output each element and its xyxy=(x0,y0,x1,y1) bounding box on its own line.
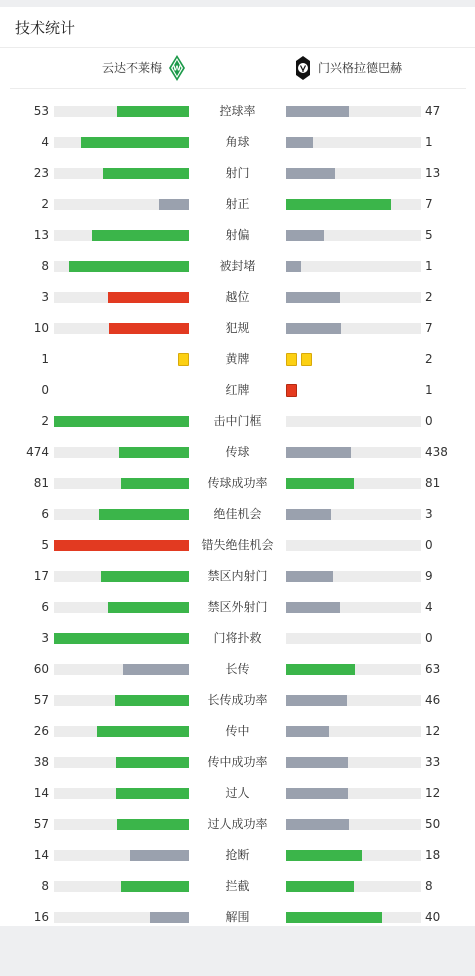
home-bar-fill xyxy=(54,540,189,551)
home-bar-track xyxy=(54,602,189,613)
away-value: 1 xyxy=(425,383,433,397)
home-bar-track xyxy=(54,633,189,644)
home-bar-fill xyxy=(54,416,189,427)
stat-label: 禁区内射门 xyxy=(207,569,268,583)
stat-label: 抢断 xyxy=(225,848,250,862)
home-bar-fill xyxy=(150,912,189,923)
stat-row xyxy=(0,747,475,778)
home-bar-track xyxy=(54,912,189,923)
away-value: 47 xyxy=(425,104,441,118)
stat-row xyxy=(0,437,475,468)
home-bar-fill xyxy=(123,664,189,675)
stat-label: 错失绝佳机会 xyxy=(201,538,274,552)
home-team-name: 云达不莱梅 xyxy=(102,61,163,75)
away-bar-track xyxy=(286,757,421,768)
away-value: 2 xyxy=(425,290,433,304)
away-bar-track xyxy=(286,912,421,923)
stat-label: 长传 xyxy=(225,662,250,676)
away-bar-fill xyxy=(286,850,362,861)
home-value: 1 xyxy=(41,352,49,366)
stat-row xyxy=(0,716,475,747)
away-bar-track xyxy=(286,230,421,241)
yellow-card-icon xyxy=(301,353,312,366)
stat-label: 门将扑救 xyxy=(213,631,262,645)
home-bar-track xyxy=(54,137,189,148)
away-bar-track xyxy=(286,106,421,117)
stat-row xyxy=(0,778,475,809)
stat-row xyxy=(0,251,475,282)
away-bar-track xyxy=(286,881,421,892)
home-bar-track xyxy=(54,881,189,892)
away-bar-track xyxy=(286,137,421,148)
away-bar-fill xyxy=(286,881,354,892)
home-bar-track xyxy=(54,788,189,799)
away-value: 12 xyxy=(425,786,441,800)
stat-row xyxy=(0,809,475,840)
away-bar-fill xyxy=(286,199,391,210)
away-cards xyxy=(286,353,312,366)
away-bar-fill xyxy=(286,571,333,582)
away-bar-track xyxy=(286,509,421,520)
home-value: 38 xyxy=(33,755,49,769)
home-value: 3 xyxy=(41,631,49,645)
away-value: 4 xyxy=(425,600,433,614)
stat-label: 犯规 xyxy=(225,321,250,335)
stat-row xyxy=(0,282,475,313)
away-bar-fill xyxy=(286,323,341,334)
home-bar-fill xyxy=(115,695,189,706)
home-bar-fill xyxy=(81,137,189,148)
away-bar-track xyxy=(286,788,421,799)
home-bar-fill xyxy=(99,509,189,520)
home-value: 17 xyxy=(33,569,49,583)
home-bar-fill xyxy=(130,850,189,861)
away-bar-track xyxy=(286,602,421,613)
stat-label: 传球 xyxy=(225,445,250,459)
home-bar-track xyxy=(54,819,189,830)
away-value: 3 xyxy=(425,507,433,521)
stat-label: 角球 xyxy=(225,135,250,149)
home-bar-track xyxy=(54,323,189,334)
stat-label: 拦截 xyxy=(225,879,250,893)
home-value: 3 xyxy=(41,290,49,304)
home-bar-track xyxy=(54,199,189,210)
yellow-card-icon xyxy=(178,353,189,366)
away-team-name: 门兴格拉德巴赫 xyxy=(318,61,403,75)
red-card-icon xyxy=(286,384,297,397)
home-bar-fill xyxy=(101,571,189,582)
away-bar-track xyxy=(286,416,421,427)
home-bar-fill xyxy=(119,447,189,458)
away-bar-track xyxy=(286,261,421,272)
away-value: 12 xyxy=(425,724,441,738)
away-bar-fill xyxy=(286,912,382,923)
home-value: 81 xyxy=(33,476,49,490)
away-bar-fill xyxy=(286,292,340,303)
home-bar-fill xyxy=(103,168,189,179)
home-bar-fill xyxy=(117,819,189,830)
yellow-card-icon xyxy=(286,353,297,366)
home-bar-fill xyxy=(159,199,189,210)
home-value: 53 xyxy=(33,104,49,118)
away-bar-fill xyxy=(286,261,301,272)
werder-bremen-logo-icon xyxy=(169,55,185,81)
home-cards xyxy=(178,353,189,366)
away-bar-track xyxy=(286,664,421,675)
away-value: 81 xyxy=(425,476,441,490)
away-bar-fill xyxy=(286,757,348,768)
home-value: 23 xyxy=(33,166,49,180)
away-value: 13 xyxy=(425,166,441,180)
stat-row xyxy=(0,189,475,220)
stat-row xyxy=(0,468,475,499)
away-bar-fill xyxy=(286,695,347,706)
home-bar-fill xyxy=(116,788,189,799)
home-bar-track xyxy=(54,447,189,458)
stat-row xyxy=(0,158,475,189)
home-bar-track xyxy=(54,850,189,861)
home-value: 14 xyxy=(33,848,49,862)
home-bar-fill xyxy=(97,726,189,737)
stat-row xyxy=(0,685,475,716)
away-value: 7 xyxy=(425,321,433,335)
home-value: 60 xyxy=(33,662,49,676)
away-value: 7 xyxy=(425,197,433,211)
stat-label: 射门 xyxy=(225,166,250,180)
home-value: 26 xyxy=(33,724,49,738)
home-value: 57 xyxy=(33,817,49,831)
away-value: 0 xyxy=(425,538,433,552)
home-value: 4 xyxy=(41,135,49,149)
home-value: 16 xyxy=(33,910,49,924)
stat-row xyxy=(0,344,475,375)
home-value: 8 xyxy=(41,879,49,893)
away-bar-track xyxy=(286,478,421,489)
stat-label: 射偏 xyxy=(225,228,250,242)
home-value: 14 xyxy=(33,786,49,800)
away-bar-track xyxy=(286,633,421,644)
home-bar-fill xyxy=(92,230,189,241)
home-value: 10 xyxy=(33,321,49,335)
away-value: 18 xyxy=(425,848,441,862)
stat-label: 控球率 xyxy=(219,104,256,118)
stat-label: 越位 xyxy=(225,290,250,304)
home-bar-fill xyxy=(108,292,189,303)
stat-row xyxy=(0,902,475,933)
home-bar-track xyxy=(54,695,189,706)
away-value: 1 xyxy=(425,259,433,273)
stat-row xyxy=(0,530,475,561)
stat-row xyxy=(0,406,475,437)
home-bar-track xyxy=(54,261,189,272)
away-bar-fill xyxy=(286,509,331,520)
away-value: 50 xyxy=(425,817,441,831)
away-bar-track xyxy=(286,571,421,582)
stat-row xyxy=(0,592,475,623)
home-bar-track xyxy=(54,168,189,179)
away-value: 2 xyxy=(425,352,433,366)
away-value: 8 xyxy=(425,879,433,893)
away-bar-fill xyxy=(286,447,351,458)
home-bar-fill xyxy=(109,323,189,334)
away-value: 0 xyxy=(425,414,433,428)
away-bar-fill xyxy=(286,106,349,117)
home-bar-track xyxy=(54,106,189,117)
home-value: 57 xyxy=(33,693,49,707)
away-bar-track xyxy=(286,540,421,551)
section-title: 技术统计 xyxy=(15,19,76,37)
away-bar-track xyxy=(286,199,421,210)
stat-row xyxy=(0,313,475,344)
stat-label: 传中 xyxy=(225,724,250,738)
stat-row xyxy=(0,623,475,654)
stat-row xyxy=(0,220,475,251)
away-value: 9 xyxy=(425,569,433,583)
away-bar-track xyxy=(286,850,421,861)
home-bar-track xyxy=(54,571,189,582)
away-value: 40 xyxy=(425,910,441,924)
away-value: 5 xyxy=(425,228,433,242)
home-bar-track xyxy=(54,509,189,520)
home-bar-track xyxy=(54,230,189,241)
home-bar-fill xyxy=(116,757,189,768)
stat-label: 被封堵 xyxy=(219,259,256,273)
home-value: 6 xyxy=(41,507,49,521)
away-bar-track xyxy=(286,819,421,830)
stat-label: 击中门框 xyxy=(213,414,262,428)
stat-label: 绝佳机会 xyxy=(213,507,262,521)
stat-row xyxy=(0,871,475,902)
stat-label: 射正 xyxy=(225,197,250,211)
away-value: 46 xyxy=(425,693,441,707)
home-bar-fill xyxy=(121,881,189,892)
home-value: 2 xyxy=(41,414,49,428)
gladbach-logo-icon xyxy=(295,55,311,81)
home-bar-fill xyxy=(54,633,189,644)
stat-row xyxy=(0,840,475,871)
away-value: 0 xyxy=(425,631,433,645)
away-bar-fill xyxy=(286,478,354,489)
home-bar-track xyxy=(54,664,189,675)
home-bar-fill xyxy=(121,478,189,489)
home-bar-fill xyxy=(69,261,189,272)
away-team[interactable] xyxy=(295,48,402,88)
svg-text:W: W xyxy=(173,64,181,73)
away-bar-fill xyxy=(286,168,335,179)
stat-label: 长传成功率 xyxy=(207,693,268,707)
away-bar-track xyxy=(286,168,421,179)
home-value: 2 xyxy=(41,197,49,211)
away-value: 33 xyxy=(425,755,441,769)
away-bar-track xyxy=(286,292,421,303)
away-value: 63 xyxy=(425,662,441,676)
away-bar-fill xyxy=(286,137,313,148)
home-bar-track xyxy=(54,416,189,427)
home-value: 6 xyxy=(41,600,49,614)
home-value: 474 xyxy=(26,445,49,459)
home-bar-track xyxy=(54,478,189,489)
away-bar-fill xyxy=(286,726,329,737)
home-bar-fill xyxy=(117,106,189,117)
stat-label: 过人 xyxy=(225,786,250,800)
away-bar-fill xyxy=(286,788,348,799)
away-bar-fill xyxy=(286,602,340,613)
team-header xyxy=(10,48,466,89)
stat-label: 过人成功率 xyxy=(207,817,268,831)
away-cards xyxy=(286,384,297,397)
stat-label: 禁区外射门 xyxy=(207,600,268,614)
home-value: 8 xyxy=(41,259,49,273)
home-bar-track xyxy=(54,757,189,768)
away-bar-fill xyxy=(286,819,349,830)
away-value: 438 xyxy=(425,445,448,459)
stat-row xyxy=(0,654,475,685)
home-team[interactable] xyxy=(102,48,185,88)
home-value: 5 xyxy=(41,538,49,552)
stats-card xyxy=(0,7,475,926)
away-value: 1 xyxy=(425,135,433,149)
away-bar-fill xyxy=(286,230,324,241)
home-bar-fill xyxy=(108,602,189,613)
stat-row xyxy=(0,127,475,158)
stat-row xyxy=(0,499,475,530)
stat-label: 解围 xyxy=(225,910,250,924)
stat-row xyxy=(0,96,475,127)
home-bar-track xyxy=(54,292,189,303)
away-bar-track xyxy=(286,323,421,334)
stat-label: 传球成功率 xyxy=(207,476,268,490)
home-bar-track xyxy=(54,726,189,737)
stat-label: 红牌 xyxy=(225,383,250,397)
home-bar-track xyxy=(54,540,189,551)
stat-label: 传中成功率 xyxy=(207,755,268,769)
stat-row xyxy=(0,375,475,406)
away-bar-track xyxy=(286,695,421,706)
stat-label: 黄牌 xyxy=(225,352,250,366)
away-bar-track xyxy=(286,447,421,458)
away-bar-fill xyxy=(286,664,355,675)
home-value: 13 xyxy=(33,228,49,242)
home-value: 0 xyxy=(41,383,49,397)
stat-row xyxy=(0,561,475,592)
away-bar-track xyxy=(286,726,421,737)
